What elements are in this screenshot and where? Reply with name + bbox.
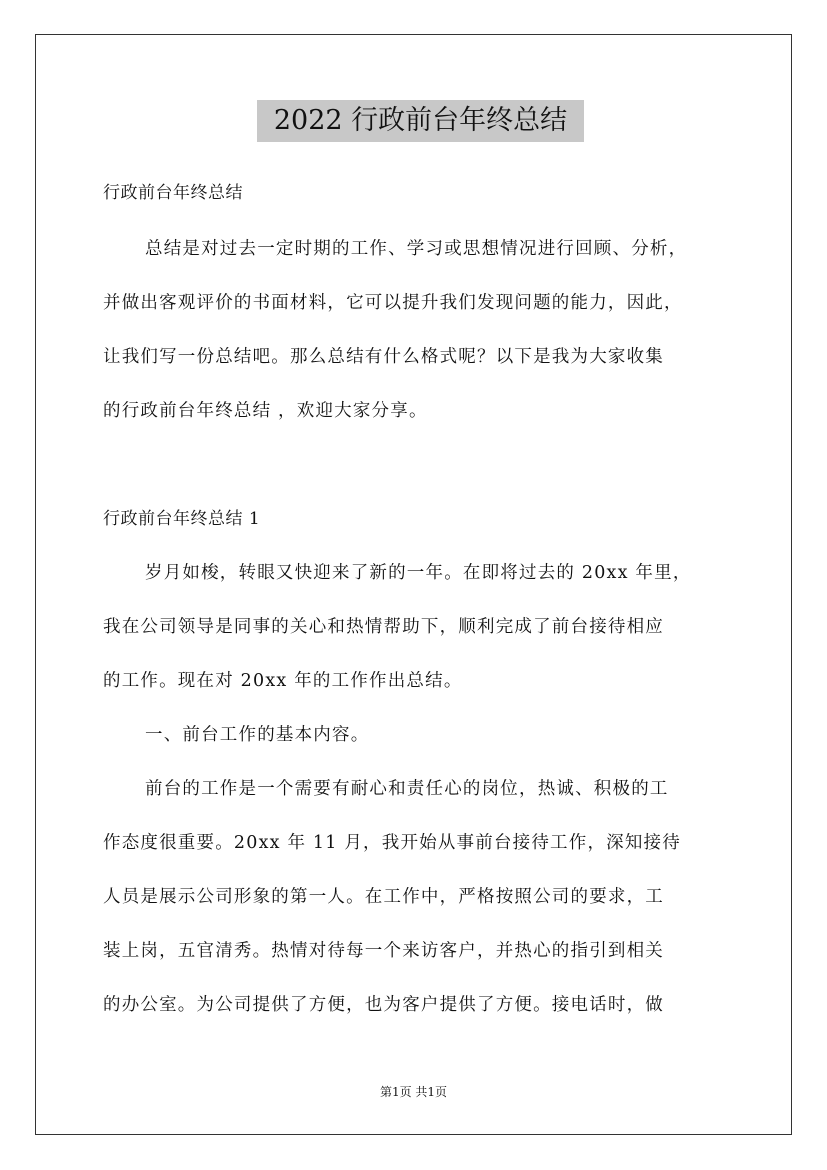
intro-heading: 行政前台年终总结 (103, 183, 243, 203)
body-line-9: 的办公室。为公司提供了方便，也为客户提供了方便。接电话时，做 (103, 995, 664, 1015)
body-line-8: 装上岗，五官清秀。热情对待每一个来访客户，并热心的指引到相关 (103, 941, 664, 961)
intro-line-1: 总结是对过去一定时期的工作、学习或思想情况进行回顾、分析， (145, 239, 688, 259)
section-heading: 行政前台年终总结 1 (103, 509, 261, 529)
intro-line-2: 并做出客观评价的书面材料，它可以提升我们发现问题的能力，因此， (103, 293, 683, 313)
page-footer: 第1页 共1页 (379, 1085, 448, 1099)
body-line-3: 的工作。现在对 20xx 年的工作作出总结。 (103, 671, 463, 691)
body-line-4: 一、前台工作的基本内容。 (145, 725, 370, 745)
body-line-5: 前台的工作是一个需要有耐心和责任心的岗位，热诚、积极的工 (145, 779, 669, 799)
document-title: 2022 行政前台年终总结 (257, 100, 584, 142)
body-line-1: 岁月如梭，转眼又快迎来了新的一年。在即将过去的 20xx 年里， (145, 563, 692, 583)
body-line-2: 我在公司领导是同事的关心和热情帮助下，顺利完成了前台接待相应 (103, 617, 664, 637)
body-line-7: 人员是展示公司形象的第一人。在工作中，严格按照公司的要求，工 (103, 887, 664, 907)
intro-line-4: 的行政前台年终总结 ，欢迎大家分享。 (103, 401, 428, 421)
body-line-6: 作态度很重要。20xx 年 11 月，我开始从事前台接待工作，深知接待 (103, 833, 681, 853)
intro-line-3: 让我们写一份总结吧。那么总结有什么格式呢？以下是我为大家收集 (103, 347, 664, 367)
